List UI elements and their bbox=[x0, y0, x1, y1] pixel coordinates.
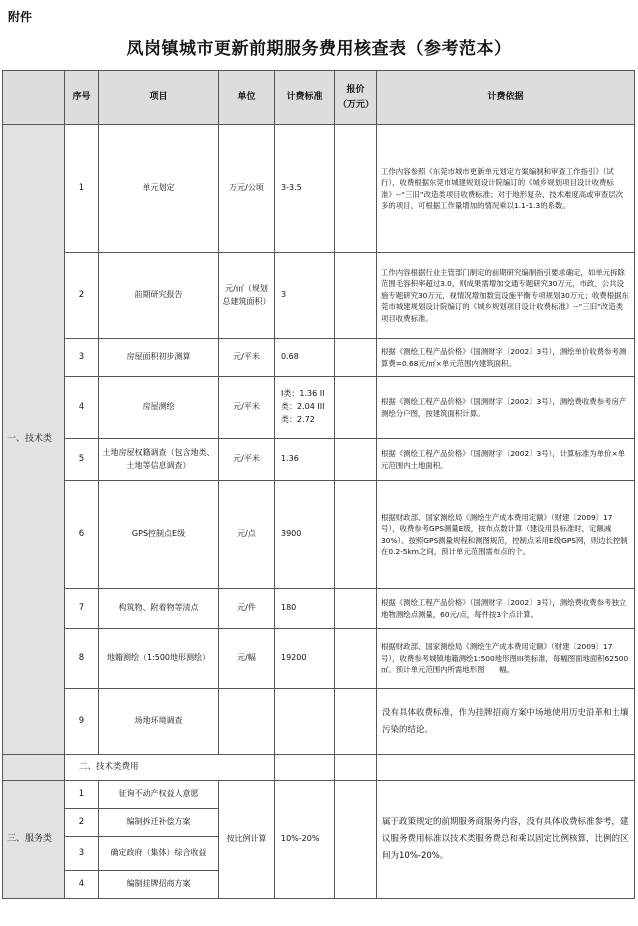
category-service: 三、服务类 bbox=[3, 781, 65, 899]
row-item: 土地房屋权籍调查（包含地类、土地等信息调查） bbox=[99, 439, 219, 481]
row-price bbox=[335, 377, 377, 439]
row-basis: 根据《测绘工程产品价格》（国测财字〔2002〕3号），测绘费收费参考独立地物测绘点测量，60元/点，每件按3个点计算。 bbox=[377, 589, 635, 629]
row-basis: 根据《测绘工程产品价格》（国测财字〔2002〕3号），计算标准为单价×单元范围内土地面积。 bbox=[377, 439, 635, 481]
attachment-label: 附件 bbox=[8, 10, 33, 24]
tech-subtotal-label: 二、技术类费用 bbox=[65, 755, 275, 781]
row-item: 征询不动产权益人意愿 bbox=[99, 781, 219, 809]
row-unit bbox=[219, 689, 275, 755]
row-basis: 工作内容根据行业主管部门制定的前期研究编制指引要求确定，如单元拆除范围毛容积率超过3.0，则成果需增加交通专题研究30万元，市政、公共设施专题研究30万元，视情况增加数宜设施平衡专项规划30万元；收费根据东莞市城建规划设计院编订的《城乡规划项目设计收费标准》--“三旧”改造类项目收费标准。 bbox=[377, 253, 635, 339]
table-row bbox=[3, 125, 635, 253]
header-basis: 计费依据 bbox=[377, 71, 635, 125]
header-index: 序号 bbox=[65, 71, 99, 125]
tech-subtotal-row bbox=[3, 755, 635, 781]
row-index: 7 bbox=[65, 589, 99, 629]
row-standard: 1.36 bbox=[275, 439, 335, 481]
row-standard: I类：1.36 II类：2.04 III类：2.72 bbox=[275, 377, 335, 439]
row-index: 4 bbox=[65, 871, 99, 899]
table-row bbox=[3, 377, 635, 439]
table-row bbox=[3, 481, 635, 589]
service-standard: 10%-20% bbox=[275, 781, 335, 899]
row-price bbox=[335, 253, 377, 339]
subtotal-standard bbox=[275, 755, 335, 781]
row-item: 单元划定 bbox=[99, 125, 219, 253]
table-row bbox=[3, 253, 635, 339]
header-unit: 单位 bbox=[219, 71, 275, 125]
cost-table bbox=[2, 70, 635, 899]
row-index: 1 bbox=[65, 125, 99, 253]
service-basis: 属于政策规定的前期服务商服务内容，没有具体收费标准参考，建议服务费用标准以技术类服务费总和乘以固定比例核算，比例的区间为10%-20%。 bbox=[377, 781, 635, 899]
row-price bbox=[335, 589, 377, 629]
row-standard: 0.68 bbox=[275, 339, 335, 377]
row-index: 4 bbox=[65, 377, 99, 439]
header-price bbox=[335, 71, 377, 125]
row-basis: 没有具体收费标准，作为挂牌招商方案中场地使用历史沿革和土壤污染的结论。 bbox=[377, 689, 635, 755]
row-price bbox=[335, 689, 377, 755]
header-price-line2: （万元） bbox=[338, 99, 375, 110]
row-standard: 3 bbox=[275, 253, 335, 339]
table-row bbox=[3, 781, 635, 809]
row-basis: 根据财政部、国家测绘局《测绘生产成本费用定额》（财建〔2009〕17号），收费参考城镇地籍测绘1:500地形图III类标准，每幅图面地面积62500㎡。预计单元范围内所需地形图 幅。 bbox=[377, 629, 635, 689]
row-basis: 根据《测绘工程产品价格》（国测财字〔2002〕3号），测绘费收费参考房产测绘分户图，按建筑面积计算。 bbox=[377, 377, 635, 439]
row-basis: 根据财政部、国家测绘局《测绘生产成本费用定额》（财建〔2009〕17号），收费参考GPS测量E级，按布点数计算（建设用县标准时，定额减30%）。按照GPS测量规程和测图规范，控制点采用E级GPS网，则边长控制在0.2-5km之间，预计单元范围需布点的个。 bbox=[377, 481, 635, 589]
row-unit: 元/幅 bbox=[219, 629, 275, 689]
row-item: 场地环境调查 bbox=[99, 689, 219, 755]
row-price bbox=[335, 481, 377, 589]
subtotal-blank-cell bbox=[3, 755, 65, 781]
row-index: 8 bbox=[65, 629, 99, 689]
row-standard: 3900 bbox=[275, 481, 335, 589]
row-price bbox=[335, 339, 377, 377]
row-item: GPS控制点E级 bbox=[99, 481, 219, 589]
row-item: 地籍测绘（1:500地形测绘） bbox=[99, 629, 219, 689]
table-row bbox=[3, 339, 635, 377]
row-standard: 3-3.5 bbox=[275, 125, 335, 253]
row-item: 前期研究报告 bbox=[99, 253, 219, 339]
row-unit: 万元/公顷 bbox=[219, 125, 275, 253]
row-price bbox=[335, 125, 377, 253]
table-header-row bbox=[3, 71, 635, 125]
table-row bbox=[3, 629, 635, 689]
row-item: 构筑物、附着物等清点 bbox=[99, 589, 219, 629]
row-basis: 工作内容参照《东莞市城市更新单元划定方案编制和审查工作指引》（试行），收费根据东莞市城建规划设计院编订的《城乡规划项目设计收费标准》--“三旧”改造类项目收费标准；对于地形复杂、技术难度高或审查层次多的项目，可根据工作量增加的情况乘以1.1-1.3的系数。 bbox=[377, 125, 635, 253]
row-item: 房屋测绘 bbox=[99, 377, 219, 439]
row-unit: 元/件 bbox=[219, 589, 275, 629]
row-unit: 元/平米 bbox=[219, 377, 275, 439]
row-index: 1 bbox=[65, 781, 99, 809]
page-title: 凤岗镇城市更新前期服务费用核查表（参考范本） bbox=[126, 39, 512, 59]
service-unit: 按比例计算 bbox=[219, 781, 275, 899]
row-index: 3 bbox=[65, 339, 99, 377]
row-unit: 元/平米 bbox=[219, 439, 275, 481]
row-standard: 19200 bbox=[275, 629, 335, 689]
row-index: 2 bbox=[65, 253, 99, 339]
row-item: 确定政府（集体）综合收益 bbox=[99, 837, 219, 871]
header-standard: 计费标准 bbox=[275, 71, 335, 125]
row-index: 6 bbox=[65, 481, 99, 589]
row-standard: 180 bbox=[275, 589, 335, 629]
row-standard bbox=[275, 689, 335, 755]
row-index: 2 bbox=[65, 809, 99, 837]
row-price bbox=[335, 629, 377, 689]
row-item: 编制挂牌招商方案 bbox=[99, 871, 219, 899]
table-row bbox=[3, 689, 635, 755]
category-tech: 一、技术类 bbox=[3, 125, 65, 755]
header-item: 项目 bbox=[99, 71, 219, 125]
row-basis: 根据《测绘工程产品价格》（国测财字〔2002〕3号），测绘单价收费参考测算费=0.68元/㎡×单元范围内建筑面积。 bbox=[377, 339, 635, 377]
row-index: 9 bbox=[65, 689, 99, 755]
table-row bbox=[3, 439, 635, 481]
header-price-line1: 报价 bbox=[346, 85, 365, 96]
subtotal-basis bbox=[377, 755, 635, 781]
table-row bbox=[3, 589, 635, 629]
row-unit: 元/点 bbox=[219, 481, 275, 589]
row-item: 房屋面积初步测算 bbox=[99, 339, 219, 377]
header-category bbox=[3, 71, 65, 125]
row-index: 3 bbox=[65, 837, 99, 871]
row-unit: 元/平米 bbox=[219, 339, 275, 377]
row-unit: 元/㎡（规划总建筑面积） bbox=[219, 253, 275, 339]
service-price bbox=[335, 781, 377, 899]
subtotal-price bbox=[335, 755, 377, 781]
row-index: 5 bbox=[65, 439, 99, 481]
row-item: 编制拆迁补偿方案 bbox=[99, 809, 219, 837]
row-price bbox=[335, 439, 377, 481]
